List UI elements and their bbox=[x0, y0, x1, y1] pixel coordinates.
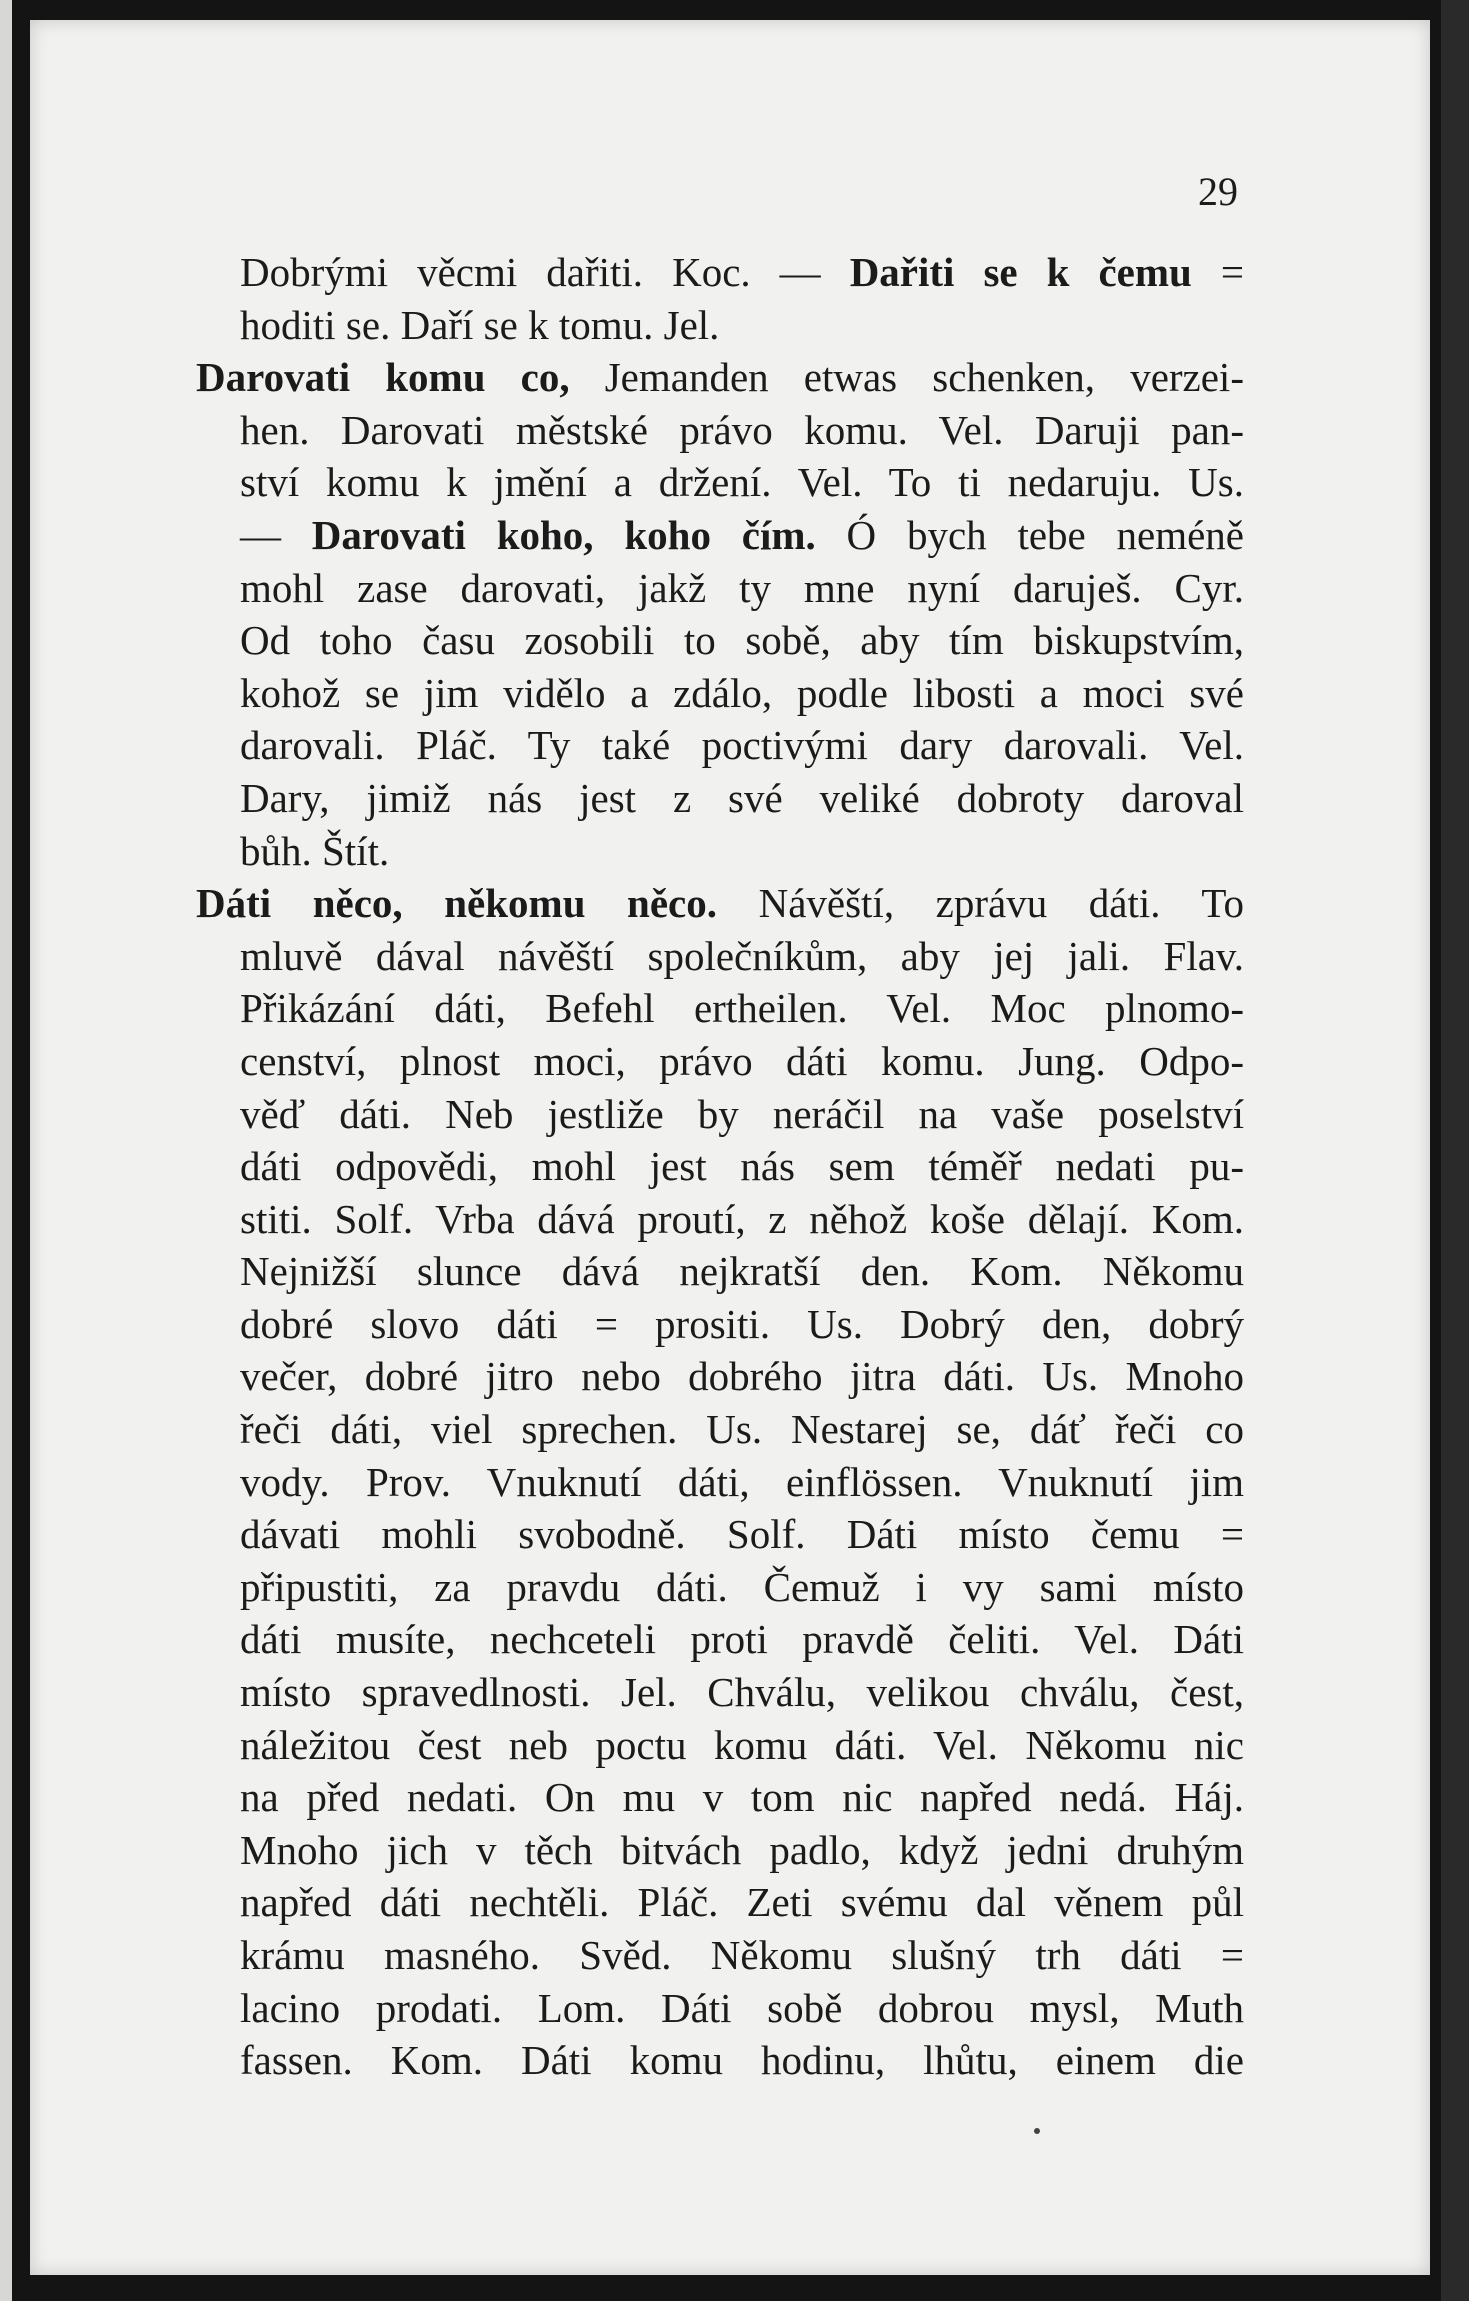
text-line bbox=[196, 982, 1244, 1035]
text-segment: vody. Prov. Vnuknutí dáti, einflössen. Vnuknutí jim bbox=[240, 1458, 1244, 1505]
text-segment: věď dáti. Neb jestliže by neráčil na vaše poselství bbox=[240, 1090, 1244, 1137]
text-line bbox=[196, 1403, 1244, 1456]
text-segment: Od toho času zosobili to sobě, aby tím biskupstvím, bbox=[240, 617, 1244, 664]
headword: Dařiti se k čemu bbox=[849, 249, 1192, 295]
text-line bbox=[196, 1193, 1244, 1246]
text-line bbox=[196, 825, 1244, 878]
text-line bbox=[196, 667, 1244, 720]
text-segment: cenství, plnost moci, právo dáti komu. Jung. Odpo- bbox=[240, 1037, 1244, 1084]
headword: Dáti něco, někomu něco. bbox=[196, 880, 718, 927]
text-segment: Ó bych tebe neméně bbox=[815, 511, 1245, 558]
text-line bbox=[196, 1350, 1244, 1403]
text-line bbox=[196, 456, 1244, 509]
entry-headword-line bbox=[196, 351, 1244, 404]
text-segment: lacino prodati. Lom. Dáti sobě dobrou mysl, Muth bbox=[240, 1984, 1244, 2031]
text-segment: mluvě dával návěští společníkům, aby jej jali. Flav. bbox=[240, 932, 1244, 979]
text-line bbox=[196, 614, 1244, 667]
text-line bbox=[196, 719, 1244, 772]
text-segment: bůh. Štít. bbox=[240, 827, 390, 874]
text-segment: připustiti, za pravdu dáti. Čemuž i vy sami místo bbox=[240, 1563, 1244, 1610]
text-segment: náležitou čest neb poctu komu dáti. Vel. Někomu nic bbox=[240, 1721, 1244, 1768]
text-segment: místo spravedlnosti. Jel. Chválu, velikou chválu, čest, bbox=[240, 1669, 1244, 1716]
text-line bbox=[196, 1719, 1244, 1772]
text-line bbox=[196, 1666, 1244, 1719]
headword: Darovati komu co, bbox=[196, 354, 570, 401]
text-segment: = bbox=[1191, 249, 1244, 295]
entry-headword-line bbox=[196, 877, 1244, 930]
text-line bbox=[196, 246, 1244, 299]
text-segment: Přikázání dáti, Befehl ertheilen. Vel. Moc plnomo- bbox=[240, 985, 1244, 1032]
scan-right-edge bbox=[1441, 0, 1469, 2301]
text-line bbox=[196, 1613, 1244, 1666]
text-segment: dobré slovo dáti = prositi. Us. Dobrý den, dobrý bbox=[240, 1300, 1244, 1347]
text-segment: dávati mohli svobodně. Solf. Dáti místo čemu = bbox=[240, 1511, 1244, 1558]
text-line bbox=[196, 930, 1244, 983]
text-segment: dáti musíte, nechceteli proti pravdě čeliti. Vel. Dáti bbox=[240, 1616, 1244, 1663]
text-segment: řeči dáti, viel sprechen. Us. Nestarej se, dáť řeči co bbox=[240, 1406, 1244, 1453]
text-line bbox=[196, 1140, 1244, 1193]
text-segment: na před nedati. On mu v tom nic napřed nedá. Háj. bbox=[240, 1774, 1244, 1821]
headword: Darovati koho, koho čím. bbox=[311, 511, 816, 558]
scan-left-edge bbox=[0, 0, 12, 2301]
text-segment: hoditi se. Daří se k tomu. Jel. bbox=[240, 301, 720, 348]
text-segment: Mnoho jich v těch bitvách padlo, když jedni druhým bbox=[240, 1826, 1244, 1873]
text-line bbox=[196, 1561, 1244, 1614]
text-line bbox=[196, 1876, 1244, 1929]
text-segment: krámu masného. Svěd. Někomu slušný trh dáti = bbox=[240, 1932, 1244, 1978]
text-line bbox=[196, 404, 1244, 457]
text-segment: hen. Darovati městské právo komu. Vel. Daruji pan- bbox=[240, 406, 1244, 453]
text-line bbox=[196, 299, 1244, 352]
text-segment: ství komu k jmění a držení. Vel. To ti nedaruju. Us. bbox=[240, 459, 1244, 506]
text-segment: napřed dáti nechtěli. Pláč. Zeti svému dal věnem půl bbox=[240, 1879, 1244, 1926]
text-line bbox=[196, 1456, 1244, 1509]
text-segment: darovali. Pláč. Ty také poctivými dary darovali. Vel. bbox=[240, 722, 1244, 769]
text-segment: kohož se jim vidělo a zdálo, podle libosti a moci své bbox=[240, 669, 1244, 716]
text-segment: — bbox=[240, 511, 312, 558]
dictionary-text bbox=[196, 246, 1244, 2087]
text-segment: Dary, jimiž nás jest z své veliké dobroty daroval bbox=[240, 774, 1244, 821]
text-line bbox=[196, 1508, 1244, 1561]
text-segment: dáti odpovědi, mohl jest nás sem téměř nedati pu- bbox=[240, 1143, 1244, 1190]
text-segment: fassen. Kom. Dáti komu hodinu, lhůtu, einem die bbox=[240, 2037, 1244, 2084]
text-line bbox=[196, 562, 1244, 615]
text-line bbox=[196, 772, 1244, 825]
text-segment: večer, dobré jitro nebo dobrého jitra dáti. Us. Mnoho bbox=[240, 1353, 1244, 1400]
text-line bbox=[196, 509, 1244, 562]
text-segment: Jemanden etwas schenken, verzei- bbox=[569, 354, 1244, 401]
text-line bbox=[196, 2034, 1244, 2087]
text-segment: Dobrými věcmi dařiti. Koc. — bbox=[240, 249, 850, 295]
text-line bbox=[196, 1824, 1244, 1877]
text-segment: stiti. Solf. Vrba dává proutí, z něhož koše dělají. Kom. bbox=[240, 1195, 1244, 1242]
ink-speck bbox=[1034, 2128, 1040, 2134]
text-segment: mohl zase darovati, jakž ty mne nyní daruješ. Cyr. bbox=[240, 564, 1244, 611]
text-line bbox=[196, 1929, 1244, 1982]
text-line bbox=[196, 1035, 1244, 1088]
page-number: 29 bbox=[1198, 169, 1238, 214]
text-segment: Nejnižší slunce dává nejkratší den. Kom. Někomu bbox=[240, 1248, 1244, 1295]
text-line bbox=[196, 1088, 1244, 1141]
text-line bbox=[196, 1982, 1244, 2035]
text-line bbox=[196, 1771, 1244, 1824]
text-line bbox=[196, 1298, 1244, 1351]
text-segment: Návěští, zprávu dáti. To bbox=[717, 880, 1244, 927]
text-line bbox=[196, 1245, 1244, 1298]
